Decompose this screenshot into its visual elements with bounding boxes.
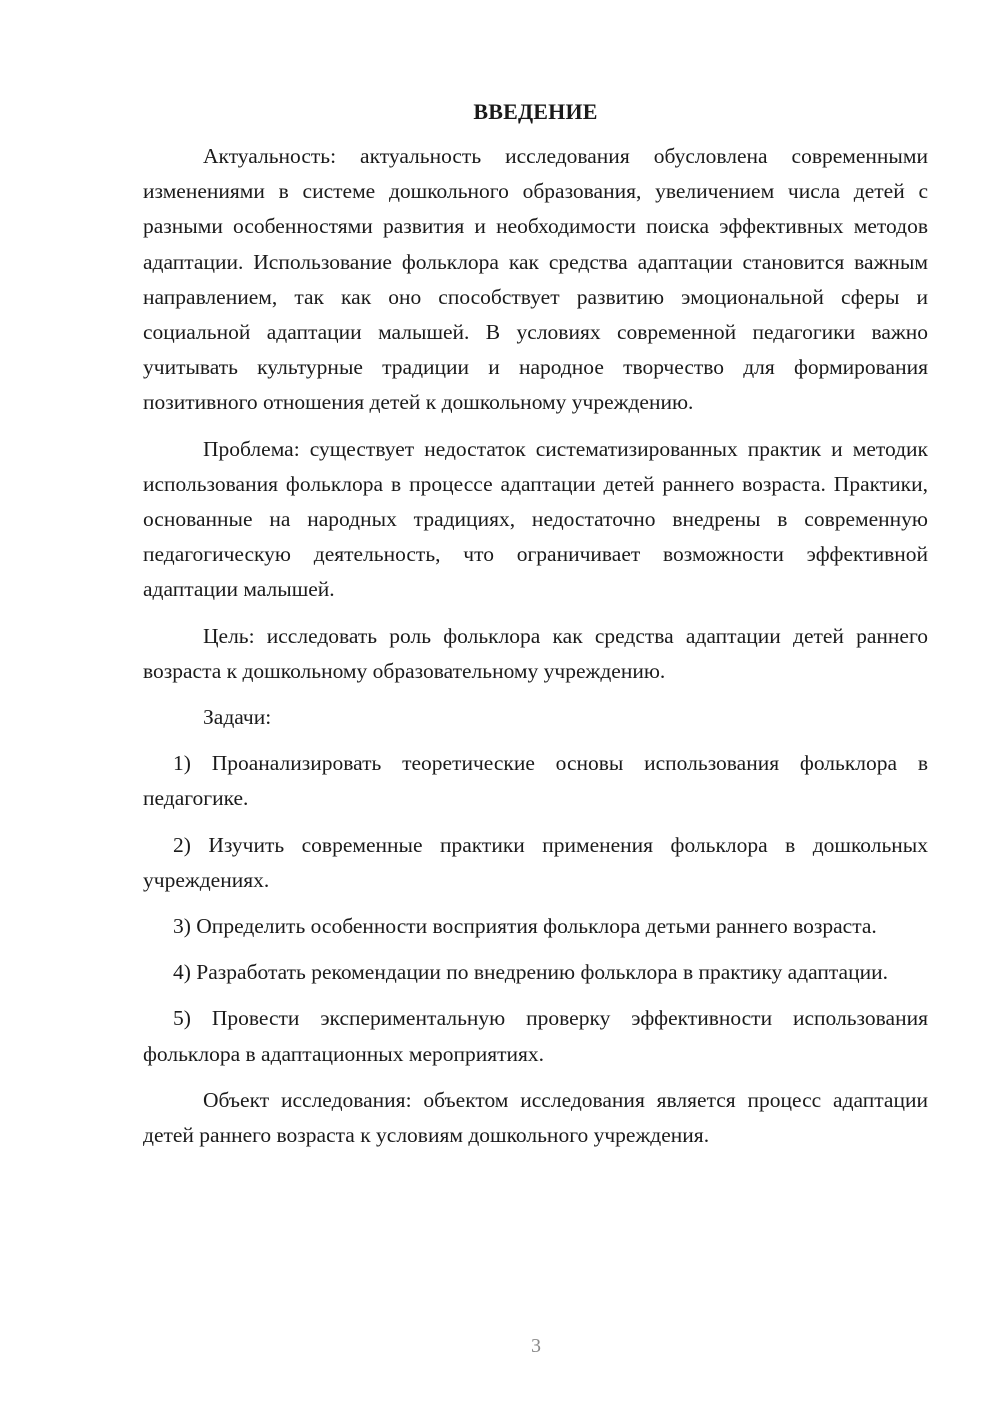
- tasks-heading: Задачи:: [203, 705, 272, 730]
- task-item-2: 2) Изучить современные практики применения фольклора в дошкольных учреждениях.: [143, 832, 928, 892]
- relevance-paragraph: Актуальность: актуальность исследования обусловлена современными изменениями в системе дошкольного образования, увеличением числа детей с разными особенностями развития и необходимости поиска эффективных методов адаптации. Использование фольклора как средства адаптации становится важным направлением, так как оно способствует развитию эмоциональной сферы и социальной адаптации малышей. В условиях современной педагогики важно учитывать культурные традиции и народное творчество для формирования позитивного отношения детей к дошкольному учреждению.: [143, 144, 928, 415]
- page-number: 3: [531, 1335, 541, 1357]
- task-item-4: 4) Разработать рекомендации по внедрению фольклора в практику адаптации.: [173, 960, 888, 985]
- problem-paragraph: Проблема: существует недостаток систематизированных практик и методик использования фольклора в процессе адаптации детей раннего возраста. Практики, основанные на народных традициях, недостаточно внедрены в современную педагогическую деятельность, что ограничивает возможности эффективной адаптации малышей.: [143, 436, 928, 602]
- goal-paragraph: Цель: исследовать роль фольклора как средства адаптации детей раннего возраста к дошкольному образовательному учреждению.: [143, 623, 928, 683]
- task-item-5: 5) Провести экспериментальную проверку эффективности использования фольклора в адаптационных мероприятиях.: [143, 1006, 928, 1066]
- page-body: [143, 94, 928, 1153]
- task-item-3: 3) Определить особенности восприятия фольклора детьми раннего возраста.: [173, 914, 877, 939]
- object-paragraph: Объект исследования: объектом исследования является процесс адаптации детей раннего возраста к условиям дошкольного учреждения.: [143, 1087, 928, 1148]
- task-item-1: 1) Проанализировать теоретические основы использования фольклора в педагогике.: [143, 751, 928, 811]
- section-heading: ВВЕДЕНИЕ: [473, 99, 598, 124]
